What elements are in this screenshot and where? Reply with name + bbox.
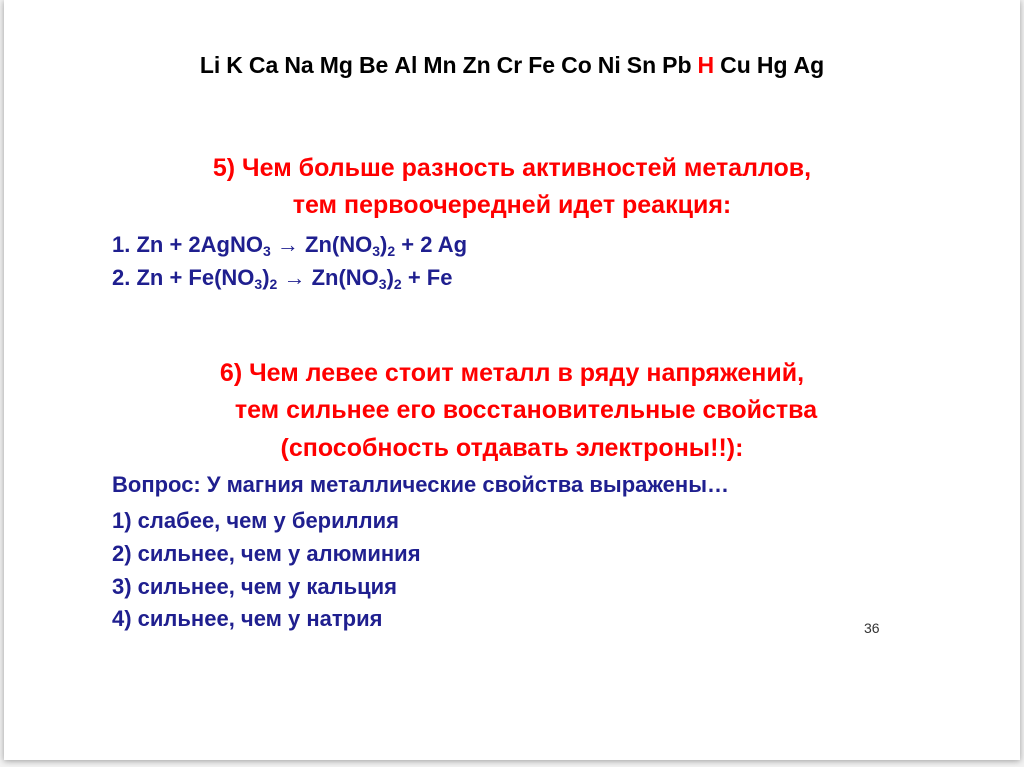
rule-6-line-3: (способность отдавать электроны!!): [280,434,744,462]
reaction-2-part: ) [386,265,394,290]
metal-symbol: Ag [793,52,825,78]
metal-symbol: Na [284,52,314,78]
metal-symbol: Be [358,52,389,78]
reaction-2 [112,265,452,291]
metal-symbol: Mg [319,52,353,78]
metal-symbol: Cu [720,52,751,78]
metal-symbol: Mn [423,52,457,78]
rule-6-line-1: 6) Чем левее стоит металл в ряду напряжений, [219,359,805,387]
reaction-1-part: ) [380,232,388,257]
metal-symbol: K [226,52,243,78]
slide [4,0,1020,760]
subscript: 2 [393,276,402,292]
metal-symbol: Zn [462,52,491,78]
metal-symbol: Li [199,52,221,78]
reaction-1-part: 1. Zn + 2AgNO [112,232,263,257]
activity-series [4,52,1020,79]
metal-symbol: Fe [528,52,556,78]
rule-5-line-2: тем первоочередней идет реакция: [292,191,732,219]
reaction-2-part: ) [262,265,270,290]
subscript: 3 [254,276,263,292]
subscript: 3 [262,243,271,259]
rule-5-line-1: 5) Чем больше разность активностей металлов, [212,154,812,182]
reaction-2-part: 2. Zn + Fe(NO [112,265,255,290]
subscript: 2 [269,276,278,292]
metal-symbol: Co [561,52,592,78]
answer-option-4: 4) сильнее, чем у натрия [112,606,383,631]
rule-6-line-2: тем сильнее его восстановительные свойства [234,396,818,424]
metal-symbol: Pb [662,52,692,78]
subscript: 2 [387,243,396,259]
subscript: 3 [378,276,387,292]
metal-symbol: Sn [626,52,657,78]
reaction-1-part: → Zn(NO [270,232,373,257]
subscript: 3 [372,243,381,259]
metal-symbol: Ca [248,52,279,78]
reaction-1-part: + 2 Ag [395,232,468,257]
answer-option-1: 1) слабее, чем у бериллия [112,508,399,533]
metal-symbol: Al [394,52,418,78]
reaction-2-part: → Zn(NO [277,265,379,290]
answer-option-2: 2) сильнее, чем у алюминия [112,541,421,566]
metal-symbol: Ni [597,52,621,78]
metal-symbol: H [697,52,715,78]
page-number: 36 [864,620,880,636]
reaction-2-part: + Fe [401,265,453,290]
metal-symbol: Cr [496,52,523,78]
answer-option-3: 3) сильнее, чем у кальция [112,574,398,599]
reaction-1 [112,232,467,258]
question-text: Вопрос: У магния металлические свойства выражены… [112,472,729,497]
metal-symbol: Hg [756,52,788,78]
